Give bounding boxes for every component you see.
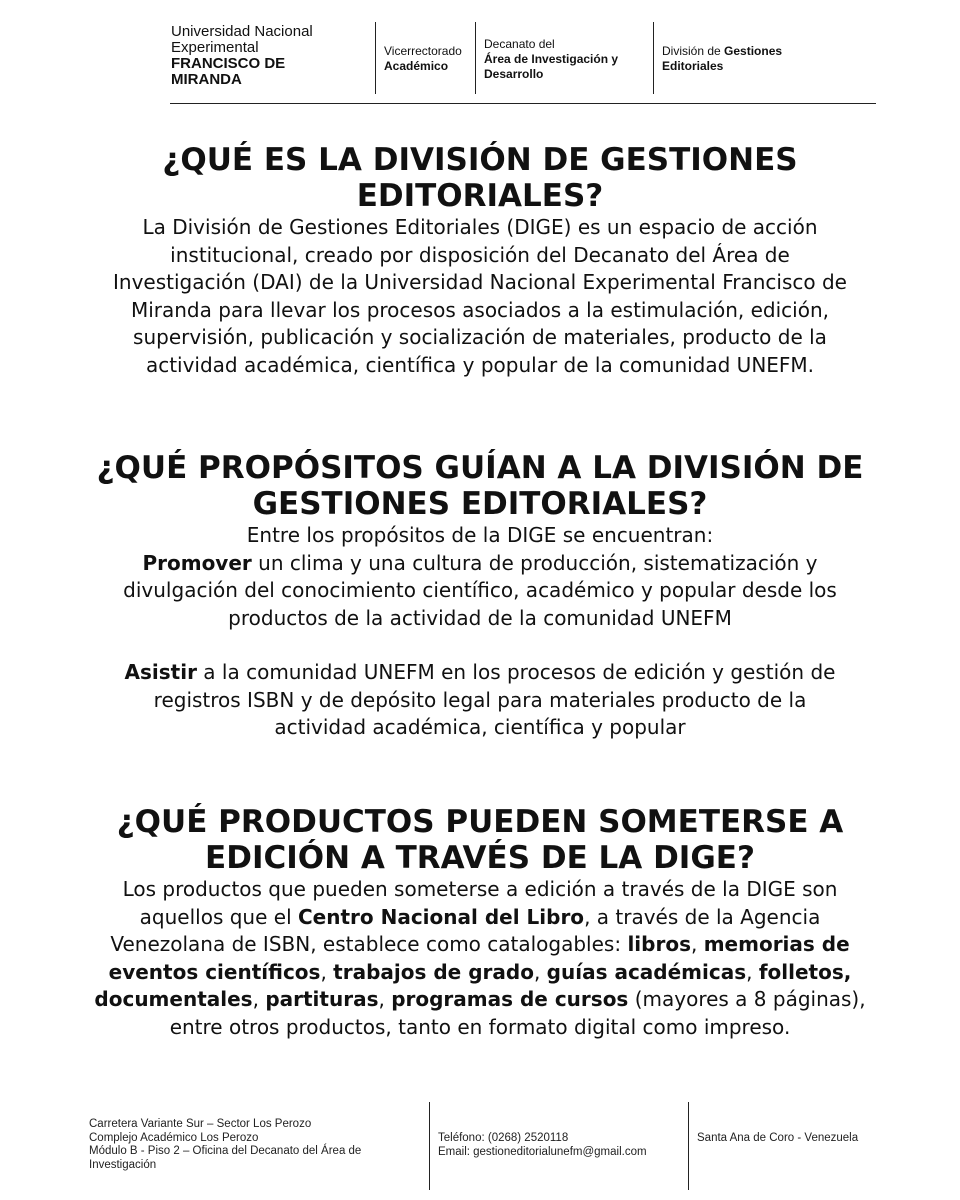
products-line-1: Los productos que pueden someterse a edición a través de la DIGE son [122,877,838,901]
section-products-body [60,876,900,1041]
decanato-line-1: Decanato del [484,37,555,51]
products-text: , [320,959,334,984]
promote-text-3: productos de la actividad de la comunidad UNEFM [228,605,732,630]
section-what-is [60,142,900,379]
address-line: Módulo B - Piso 2 – Oficina del Decanato del Área de [89,1145,362,1157]
division-line-2: Editoriales [662,59,724,73]
purposes-intro-and-promote [60,522,900,632]
title-line-1: ¿QUÉ PROPÓSITOS GUÍAN A LA DIVISIÓN DE [96,450,864,486]
decanato-line-3: Desarrollo [484,67,544,81]
assist-text: a la comunidad UNEFM en los procesos de edición y gestión de [196,660,836,684]
title-line-2: EDITORIALES? [356,178,604,214]
item-partituras: partituras [265,987,379,1011]
header-rule [170,103,876,104]
products-text: , [533,959,547,984]
assist-text-2: registros ISBN y de depósito legal para materiales producto de la [153,687,807,712]
address-line: Investigación [89,1158,157,1171]
centro-nacional-del-libro: Centro Nacional del Libro [297,904,585,929]
division-label [662,44,782,74]
footer-address [89,1118,424,1172]
products-line-6: entre otros productos, tanto en formato digital como impreso. [169,1014,791,1039]
item-documentales: documentales [94,987,253,1011]
footer-location [697,1132,858,1146]
products-text: , [746,959,759,984]
university-line-2: Experimental [171,39,259,56]
footer-location-text: Santa Ana de Coro - Venezuela [697,1132,859,1144]
vicerrectorado-line-2: Académico [384,59,449,73]
university-line-4: MIRANDA [171,71,242,88]
promote-text: un clima y una cultura de producción, sistematización y [251,550,818,575]
title-line-2: EDICIÓN A TRAVÉS DE LA DIGE? [205,840,755,876]
body-line: actividad académica, científica y popular de la comunidad UNEFM. [145,352,815,377]
header-divider-3 [653,22,654,94]
purposes-assist [60,659,900,742]
section-products [60,804,900,1041]
body-line: Miranda para llevar los procesos asociados a la estimulación, edición, [130,297,830,322]
header-divider-2 [475,22,476,94]
address-line: Complejo Académico Los Perozo [89,1131,259,1144]
body-line: supervisión, publicación y socialización de materiales, producto de la [133,325,827,349]
section-purposes-title [60,450,900,522]
vicerrectorado-line-1: Vicerrectorado [384,44,462,58]
item-eventos: eventos científicos [108,959,321,984]
footer-phone: Teléfono: (0268) 2520118 [438,1132,569,1144]
products-text: , a través de la Agencia [584,904,821,929]
university-line-1: Universidad Nacional [171,23,313,40]
products-text: , [378,987,392,1011]
body-line: institucional, creado por disposición del Decanato del Área de [170,242,790,267]
university-name [171,24,371,88]
products-text: Venezolana de ISBN, establece como catalogables: [110,932,628,956]
university-line-3: FRANCISCO DE [171,55,286,72]
title-line-1: ¿QUÉ ES LA DIVISIÓN DE GESTIONES [162,142,798,178]
body-line: Investigación (DAI) de la Universidad Nacional Experimental Francisco de [113,270,847,294]
title-line-2: GESTIONES EDITORIALES? [252,486,708,522]
item-trabajos: trabajos de grado [333,959,534,984]
title-line-1: ¿QUÉ PRODUCTOS PUEDEN SOMETERSE A [116,804,844,840]
header-divider-1 [375,22,376,94]
footer-divider-1 [429,1102,430,1190]
section-purposes [60,450,900,742]
promote-text-2: divulgación del conocimiento científico, académico y popular desde los [123,578,837,602]
decanato-line-2: Área de Investigación y [484,52,619,66]
assist-keyword: Asistir [124,660,197,684]
footer-contact [438,1132,647,1159]
item-libros: libros [627,932,691,956]
section-products-title [60,804,900,876]
item-folletos: folletos, [758,959,852,984]
decanato-label [484,37,618,82]
purposes-intro: Entre los propósitos de la DIGE se encuentran: [246,523,714,547]
section-what-is-title [60,142,900,214]
section-what-is-body [60,214,900,379]
assist-text-3: actividad académica, científica y popular [274,715,686,739]
division-line-1a: División de [662,44,725,58]
vicerrectorado-label [384,44,462,74]
item-guias: guías académicas [546,959,747,984]
footer-divider-2 [688,1102,689,1190]
products-text: , [690,932,704,956]
products-text: (mayores a 8 páginas), [628,987,866,1011]
item-memorias: memorias de [703,932,850,956]
footer-email: Email: gestioneditorialunefm@gmail.com [438,1145,647,1158]
division-line-1b: Gestiones [724,44,783,58]
page-header [0,0,960,105]
address-line: Carretera Variante Sur – Sector Los Perozo [89,1118,312,1130]
products-text: , [252,987,266,1011]
body-line: La División de Gestiones Editoriales (DIGE) es un espacio de acción [142,215,818,239]
products-text: aquellos que el [139,904,298,929]
promote-keyword: Promover [142,550,252,575]
item-programas: programas de cursos [391,987,629,1011]
